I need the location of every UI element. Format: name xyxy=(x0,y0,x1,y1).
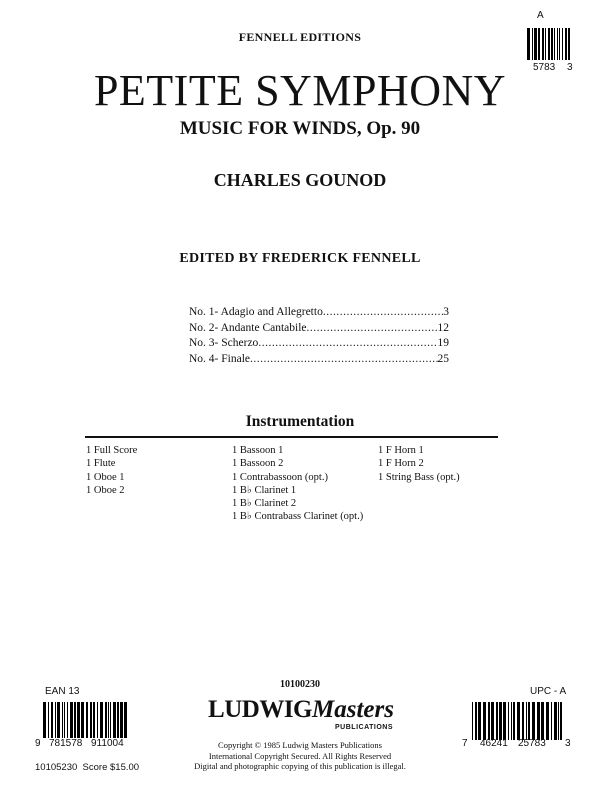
barcode-bar xyxy=(513,702,515,740)
ean-label: EAN 13 xyxy=(45,686,80,697)
composer: CHARLES GOUNOD xyxy=(213,170,387,190)
instrumentation-col-2 xyxy=(232,444,363,524)
copyright-line: Copyright © 1985 Ludwig Masters Publications xyxy=(218,740,382,750)
top-barcode-left-digits: 5783 xyxy=(533,62,556,73)
ean-right-digits: 911004 xyxy=(91,738,124,749)
barcode-bar xyxy=(478,702,481,740)
barcode-bar xyxy=(522,702,524,740)
barcode-bar xyxy=(124,702,127,738)
contents-list xyxy=(189,305,449,367)
barcode-bar xyxy=(554,702,557,740)
barcode-bar xyxy=(105,702,107,738)
barcode-bar xyxy=(97,702,98,738)
contents-item: No. 1- Adagio and Allegretto ..... 3 xyxy=(189,305,449,321)
barcode-bar xyxy=(57,702,60,738)
barcode-bar xyxy=(541,702,544,740)
copyright-line: Digital and photographic copying of this publication is illegal. xyxy=(194,761,406,771)
barcode-bar xyxy=(67,702,68,738)
barcode-bar xyxy=(81,702,84,738)
instrument-item: 1 Bassoon 2 xyxy=(232,458,284,470)
instrument-item: 1 Flute xyxy=(86,458,116,470)
barcode-bar xyxy=(508,702,509,740)
contents-item: No. 3- Scherzo ..... 19 xyxy=(189,336,449,352)
barcode-bar xyxy=(120,702,123,738)
barcode-bar xyxy=(499,702,502,740)
ludwig-masters-logo xyxy=(205,696,397,740)
contents-item: No. 4- Finale ..... 25 xyxy=(189,352,449,368)
barcode-bar xyxy=(517,702,520,740)
barcode-bar xyxy=(70,702,73,738)
barcode-bar xyxy=(528,702,530,740)
barcode-bar xyxy=(90,702,92,738)
instrument-item: 1 B♭ Clarinet 1 xyxy=(232,484,297,496)
upc-right-digits: 25783 xyxy=(518,738,546,749)
instrument-item: 1 Full Score xyxy=(86,445,138,456)
barcode-bar xyxy=(560,702,562,740)
contents-item: No. 2- Andante Cantabile ..... 12 xyxy=(189,321,449,337)
barcode-bar xyxy=(64,702,65,738)
instrument-item: 1 F Horn 2 xyxy=(378,458,424,470)
barcode-bar xyxy=(93,702,95,738)
subtitle: MUSIC FOR WINDS, Op. 90 xyxy=(179,118,421,139)
barcode-bar xyxy=(51,702,53,738)
barcode-bar xyxy=(113,702,116,738)
ean-lead-digit: 9 xyxy=(35,738,41,749)
upc-left-digits: 46241 xyxy=(480,738,508,749)
barcode-bar xyxy=(472,702,473,740)
instrumentation-rule xyxy=(85,436,498,438)
barcode-bar xyxy=(491,702,494,740)
instrumentation-col-3 xyxy=(378,444,460,484)
logo-brand-part2: Masters xyxy=(312,696,394,723)
ean-left-digits: 781578 xyxy=(49,738,83,749)
copyright-line: International Copyright Secured. All Rights Reserved xyxy=(208,750,392,761)
barcode-bar xyxy=(86,702,88,738)
editor: EDITED BY FREDERICK FENNELL xyxy=(179,251,421,266)
top-barcode-right-digit: 3 xyxy=(567,62,573,73)
barcode-bar xyxy=(74,702,76,738)
barcode-bar xyxy=(62,702,63,738)
price-line: 10105230 Score $15.00 xyxy=(35,762,140,773)
upc-check-digit: 3 xyxy=(565,738,571,749)
barcode-bar xyxy=(117,702,119,738)
barcode-bar xyxy=(511,702,512,740)
instrumentation-col-1 xyxy=(86,444,137,497)
logo-brand xyxy=(205,696,397,724)
barcode-bar xyxy=(77,702,80,738)
ean-bars xyxy=(43,702,129,738)
title: PETITE SYMPHONY xyxy=(93,66,507,115)
instrument-item: 1 String Bass (opt.) xyxy=(378,471,460,483)
instrument-item: 1 Bassoon 1 xyxy=(232,445,284,456)
barcode-bar xyxy=(488,702,490,740)
barcode-bar xyxy=(526,702,527,740)
top-barcode-letter: A xyxy=(537,10,544,21)
barcode-bar xyxy=(503,702,506,740)
barcode-bar xyxy=(483,702,486,740)
barcode-bar xyxy=(108,702,109,738)
upc-barcode xyxy=(462,686,572,776)
instrument-item: 1 Oboe 2 xyxy=(86,484,125,496)
barcode-bar xyxy=(496,702,498,740)
upc-label: UPC - A xyxy=(530,686,567,697)
barcode-bar xyxy=(558,702,559,740)
instrument-item: 1 F Horn 1 xyxy=(378,445,424,456)
catalog-number: 10100230 xyxy=(280,679,320,690)
logo-tagline: PUBLICATIONS xyxy=(335,724,393,731)
barcode-bar xyxy=(43,702,46,738)
barcode-bar xyxy=(551,702,552,740)
barcode-bar xyxy=(110,702,111,738)
instrumentation-heading: Instrumentation xyxy=(245,413,355,430)
instrument-item: 1 B♭ Clarinet 2 xyxy=(232,498,297,510)
upc-lead-digit: 7 xyxy=(462,738,468,749)
instrument-item: 1 Contrabassoon (opt.) xyxy=(232,471,328,483)
barcode-bar xyxy=(537,702,540,740)
publisher-header: FENNELL EDITIONS xyxy=(238,30,362,44)
barcode-bar xyxy=(48,702,49,738)
upc-bars xyxy=(472,702,562,740)
logo-brand-part1: LUDWIG xyxy=(208,696,312,723)
barcode-bar xyxy=(55,702,56,738)
instrument-item: 1 Oboe 1 xyxy=(86,471,125,483)
barcode-bar xyxy=(546,702,549,740)
barcode-bar xyxy=(532,702,535,740)
barcode-bar xyxy=(100,702,103,738)
barcode-bar xyxy=(475,702,477,740)
instrument-item: 1 B♭ Contrabass Clarinet (opt.) xyxy=(232,511,364,523)
